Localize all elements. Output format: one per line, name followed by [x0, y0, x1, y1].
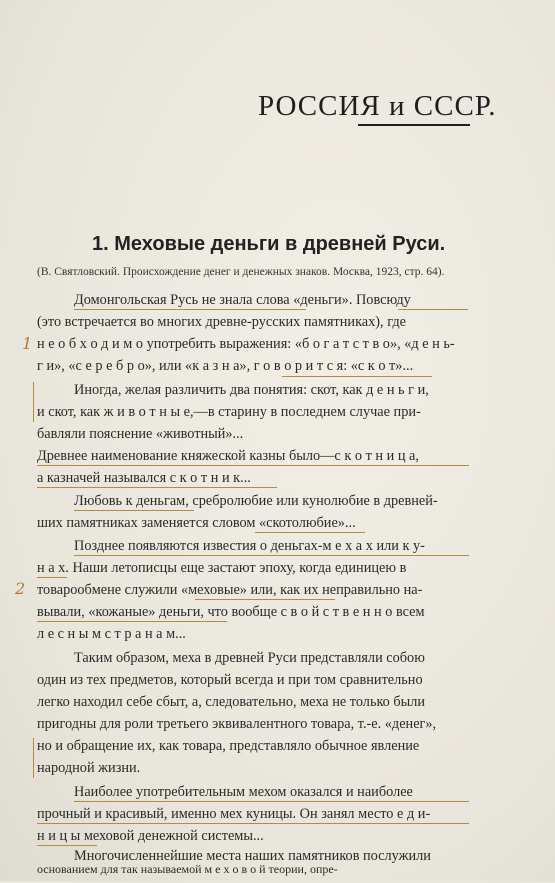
text-line: Домонгольская Русь не знала слова «деньги». Повсюду: [74, 292, 411, 308]
text-line: и скот, как ж и в о т н ы е,—в старину в последнем случае при-: [37, 404, 421, 420]
text-line: один из тех предметов, который всегда и при том сравнительно: [37, 672, 423, 688]
text-line: ших памятниках заменяется словом «скотолюбие»...: [37, 515, 356, 531]
pencil-underline: [398, 309, 468, 310]
text-line: народной жизни.: [37, 760, 141, 776]
pencil-underline: [74, 801, 469, 802]
text-line: Древнее наименование княжеской казны было—с к о т н и ц а,: [37, 448, 419, 464]
title-underline: [358, 124, 470, 126]
text-line: н е о б х о д и м о употребить выражения: «б о г а т с т в о», «д е н ь-: [37, 336, 455, 352]
text-line: Таким образом, меха в древней Руси представляли собою: [74, 650, 425, 666]
margin-mark: 2: [15, 579, 26, 598]
citation: (В. Святловский. Происхождение денег и денежных знаков. Москва, 1923, стр. 64).: [37, 266, 445, 278]
text-line: но и обращение их, как товара, представляло обычное явление: [37, 738, 420, 754]
text-line: основанием для так называемой м е х о в о й теории, опре-: [37, 862, 338, 876]
pencil-underline: [74, 510, 194, 511]
pencil-underline: [74, 555, 469, 556]
pencil-underline: [37, 621, 227, 622]
text-line: вывали, «кожаные» деньги, что вообще с в о й с т в е н н о всем: [37, 604, 425, 620]
text-line: н и ц ы меховой денежной системы...: [37, 828, 264, 844]
margin-mark: 1: [22, 334, 33, 353]
chapter-title: РОССИЯ и СССР.: [258, 90, 497, 122]
text-line: Многочисленнейшие места наших памятников послужили: [74, 848, 431, 864]
pencil-underline: [74, 309, 306, 310]
pencil-underline: [37, 577, 67, 578]
text-line: прочный и красивый, именно мех куницы. Он занял место е д и-: [37, 806, 431, 822]
pencil-underline: [282, 376, 432, 377]
text-line: пригодны для роли третьего эквивалентного товара, т.-е. «денег»,: [37, 716, 437, 732]
margin-bar: [33, 382, 34, 422]
pencil-underline: [255, 532, 365, 533]
text-line: а казначей назывался с к о т н и к...: [37, 470, 251, 486]
pencil-underline: [195, 599, 335, 600]
margin-bar: [33, 738, 34, 778]
text-line: Любовь к деньгам, сребролюбие или кунолюбие в древней-: [74, 493, 438, 509]
text-line: Иногда, желая различить два понятия: скот, как д е н ь г и,: [74, 382, 429, 398]
text-line: (это встречается во многих древне-русских памятниках), где: [37, 314, 406, 330]
pencil-underline: [37, 465, 469, 466]
text-line: Позднее появляются известия о деньгах-м е х а х или к у-: [74, 538, 425, 554]
pencil-underline: [37, 845, 97, 846]
text-line: г и», «с е р е б р о», или «к а з н а», г о в о р и т с я: «с к о т»...: [37, 358, 414, 374]
text-line: бавляли пояснение «животный»...: [37, 426, 244, 442]
text-line: товарообмене служили «меховые» или, как их неправильно на-: [37, 582, 423, 598]
text-line: н а х. Наши летописцы еще застают эпоху, когда единицею в: [37, 560, 407, 576]
section-title: 1. Меховые деньги в древней Руси.: [92, 233, 446, 255]
text-line: Наиболее употребительным мехом оказался и наиболее: [74, 784, 413, 800]
text-line: л е с н ы м с т р а н а м...: [37, 626, 186, 642]
pencil-underline: [37, 487, 277, 488]
pencil-underline: [37, 823, 469, 824]
text-line: легко находил себе сбыт, а, следовательно, меха не только были: [37, 694, 426, 710]
